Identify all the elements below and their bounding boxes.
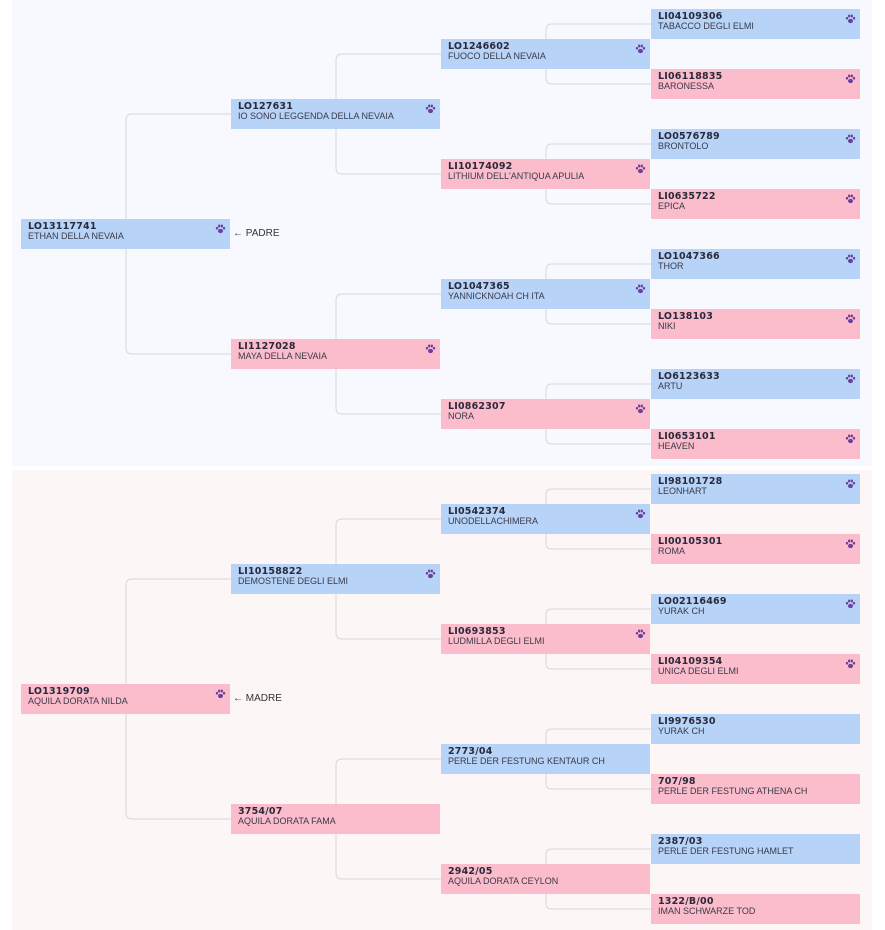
dog-name: THOR <box>658 261 684 271</box>
paw-print-icon[interactable] <box>845 476 856 486</box>
registration-number: LO1319709 <box>28 686 90 697</box>
dog-name: ARTU <box>658 381 683 391</box>
pedigree-card-gen3[interactable] <box>651 429 860 459</box>
pedigree-card-gen1[interactable] <box>231 564 440 594</box>
registration-number: LI06118835 <box>658 71 723 82</box>
registration-number: 707/98 <box>658 776 696 787</box>
pedigree-card-gen3[interactable] <box>651 474 860 504</box>
paw-print-icon[interactable] <box>635 506 646 516</box>
dam-pointer-label: ← MADRE <box>233 693 282 704</box>
dog-name: NORA <box>448 411 475 421</box>
pedigree-card-gen0[interactable] <box>21 684 230 714</box>
pedigree-card-gen3[interactable] <box>651 129 860 159</box>
registration-number: 2773/04 <box>448 746 493 757</box>
registration-number: LI0653101 <box>658 431 716 442</box>
pedigree-card-gen2[interactable] <box>441 624 650 654</box>
dog-name: PERLE DER FESTUNG KENTAUR CH <box>448 756 605 766</box>
pedigree-card-gen2[interactable] <box>441 504 650 534</box>
paw-print-icon[interactable] <box>845 656 856 666</box>
pedigree-card-gen3[interactable] <box>651 189 860 219</box>
pedigree-card-gen3[interactable] <box>651 894 860 924</box>
pedigree-card-gen3[interactable] <box>651 69 860 99</box>
paw-print-icon[interactable] <box>845 11 856 21</box>
registration-number: LO1047366 <box>658 251 720 262</box>
paw-print-icon[interactable] <box>215 686 226 696</box>
paw-print-icon[interactable] <box>425 566 436 576</box>
pedigree-card-gen3[interactable] <box>651 714 860 744</box>
pedigree-card-gen3[interactable] <box>651 9 860 39</box>
dog-name: BARONESSA <box>658 81 715 91</box>
registration-number: LO1246602 <box>448 41 510 52</box>
dog-name: MAYA DELLA NEVAIA <box>238 351 328 361</box>
paw-print-icon[interactable] <box>845 191 856 201</box>
registration-number: LO6123633 <box>658 371 720 382</box>
dog-name: BRONTOLO <box>658 141 709 151</box>
dog-name: TABACCO DEGLI ELMI <box>658 21 754 31</box>
dog-name: IO SONO LEGGENDA DELLA NEVAIA <box>238 111 394 121</box>
registration-number: LO1047365 <box>448 281 510 292</box>
registration-number: LI1127028 <box>238 341 296 352</box>
paw-print-icon[interactable] <box>425 341 436 351</box>
registration-number: 2387/03 <box>658 836 703 847</box>
sire-pointer-label: ← PADRE <box>233 228 280 239</box>
dog-name: EPICA <box>658 201 686 211</box>
paw-print-icon[interactable] <box>635 626 646 636</box>
dog-name: PERLE DER FESTUNG HAMLET <box>658 846 794 856</box>
registration-number: LO138103 <box>658 311 714 322</box>
registration-number: 2942/05 <box>448 866 493 877</box>
paw-print-icon[interactable] <box>635 401 646 411</box>
dog-name: NIKI <box>658 321 676 331</box>
registration-number: LI04109354 <box>658 656 723 667</box>
dog-name: LUDMILLA DEGLI ELMI <box>448 636 545 646</box>
pedigree-card-gen2[interactable] <box>441 399 650 429</box>
paw-print-icon[interactable] <box>635 41 646 51</box>
dog-name: ETHAN DELLA NEVAIA <box>28 231 124 241</box>
paw-print-icon[interactable] <box>425 101 436 111</box>
dog-name: AQUILA DORATA FAMA <box>238 816 336 826</box>
dog-name: LITHIUM DELL'ANTIQUA APULIA <box>448 171 585 181</box>
paw-print-icon[interactable] <box>215 221 226 231</box>
registration-number: LI0862307 <box>448 401 506 412</box>
pedigree-card-gen1[interactable] <box>231 339 440 369</box>
registration-number: LI98101728 <box>658 476 723 487</box>
registration-number: 1322/B/00 <box>658 896 714 907</box>
registration-number: LO13117741 <box>28 221 97 232</box>
pedigree-card-gen3[interactable] <box>651 369 860 399</box>
dog-name: AQUILA DORATA CEYLON <box>448 876 559 886</box>
registration-number: 3754/07 <box>238 806 283 817</box>
paw-print-icon[interactable] <box>845 431 856 441</box>
pedigree-card-gen3[interactable] <box>651 834 860 864</box>
paw-print-icon[interactable] <box>845 131 856 141</box>
registration-number: LO127631 <box>238 101 294 112</box>
pedigree-card-gen1[interactable] <box>231 99 440 129</box>
paw-print-icon[interactable] <box>845 371 856 381</box>
registration-number: LI00105301 <box>658 536 723 547</box>
registration-number: LI10158822 <box>238 566 303 577</box>
dog-name: UNODELLACHIMERA <box>448 516 539 526</box>
dog-name: YURAK CH <box>658 726 705 736</box>
paw-print-icon[interactable] <box>845 311 856 321</box>
registration-number: LI04109306 <box>658 11 723 22</box>
dog-name: ROMA <box>658 546 685 556</box>
dog-name: FUOCO DELLA NEVAIA <box>448 51 546 61</box>
paw-print-icon[interactable] <box>845 596 856 606</box>
pedigree-card-gen3[interactable] <box>651 594 860 624</box>
registration-number: LI0635722 <box>658 191 716 202</box>
registration-number: LO0576789 <box>658 131 720 142</box>
pedigree-card-gen3[interactable] <box>651 654 860 684</box>
pedigree-card-gen0[interactable] <box>21 219 230 249</box>
pedigree-card-gen2[interactable] <box>441 39 650 69</box>
pedigree-card-gen3[interactable] <box>651 309 860 339</box>
paw-print-icon[interactable] <box>635 281 646 291</box>
pedigree-card-gen1[interactable] <box>231 804 440 834</box>
dog-name: LEONHART <box>658 486 707 496</box>
paw-print-icon[interactable] <box>845 251 856 261</box>
dog-name: PERLE DER FESTUNG ATHENA CH <box>658 786 808 796</box>
pedigree-card-gen2[interactable] <box>441 279 650 309</box>
pedigree-card-gen3[interactable] <box>651 534 860 564</box>
registration-number: LI0693853 <box>448 626 506 637</box>
dog-name: YURAK CH <box>658 606 705 616</box>
dog-name: YANNICKNOAH CH ITA <box>448 291 545 301</box>
dog-name: AQUILA DORATA NILDA <box>28 696 128 706</box>
paw-print-icon[interactable] <box>845 71 856 81</box>
paw-print-icon[interactable] <box>845 536 856 546</box>
dog-name: HEAVEN <box>658 441 695 451</box>
pedigree-card-gen2[interactable] <box>441 864 650 894</box>
pedigree-card-gen3[interactable] <box>651 249 860 279</box>
registration-number: LI9976530 <box>658 716 716 727</box>
registration-number: LI10174092 <box>448 161 513 172</box>
pedigree-card-gen2[interactable] <box>441 159 650 189</box>
dog-name: UNICA DEGLI ELMI <box>658 666 739 676</box>
dog-name: DEMOSTENE DEGLI ELMI <box>238 576 349 586</box>
pedigree-card-gen2[interactable] <box>441 744 650 774</box>
paw-print-icon[interactable] <box>635 161 646 171</box>
registration-number: LI0542374 <box>448 506 506 517</box>
dog-name: IMAN SCHWARZE TOD <box>658 906 756 916</box>
pedigree-card-gen3[interactable] <box>651 774 860 804</box>
registration-number: LO02116469 <box>658 596 727 607</box>
